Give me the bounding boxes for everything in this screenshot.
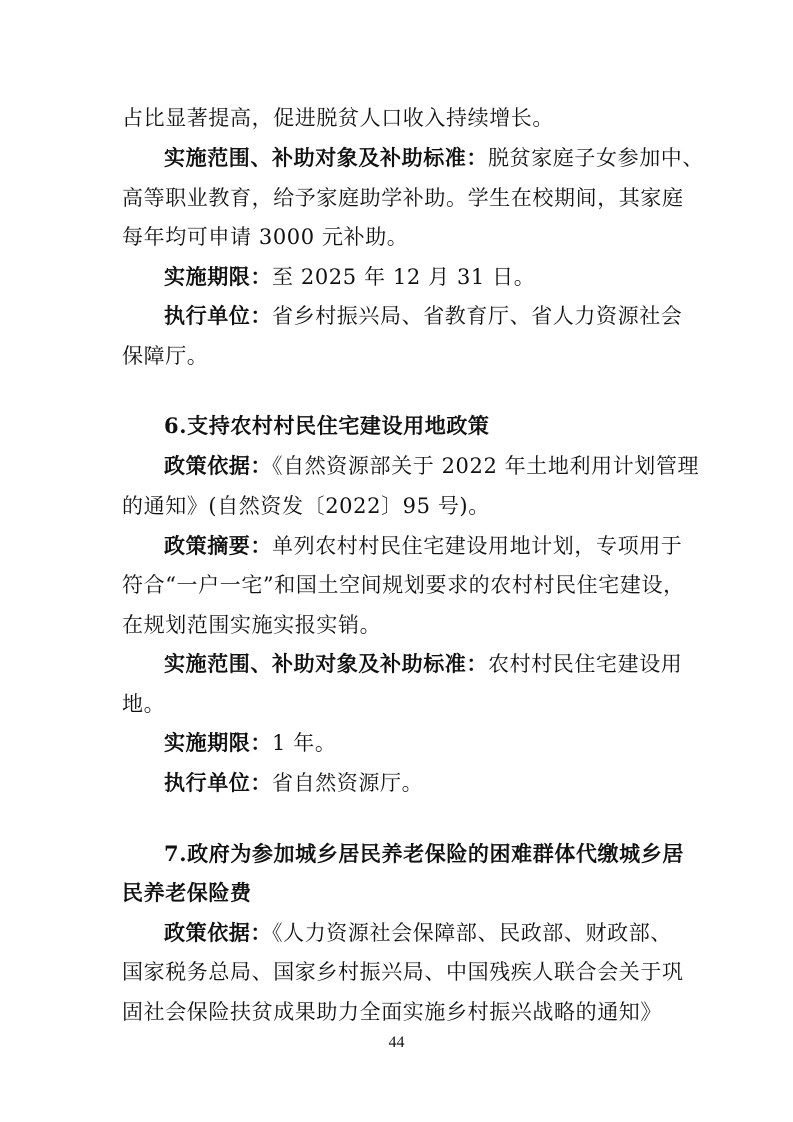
item7-basis-text: 固社会保险扶贫成果助力全面实施乡村振兴战略的通知》 [122,1000,662,1024]
item7-basis-label: 政策依据： [164,920,272,945]
item6-period-text: 1 年。 [272,731,337,755]
item6-unit-line [164,768,674,798]
item7-title-text: 民养老保险费 [122,880,252,905]
item5-unit-text: 省乡村振兴局、省教育厅、省人力资源社会 [272,304,683,328]
paragraph-line [122,103,674,133]
item5-scope-text: 高等职业教育，给予家庭助学补助。学生在校期间，其家庭 [122,186,684,210]
item5-period-label: 实施期限： [164,264,272,289]
item5-scope-line [122,222,674,252]
item5-unit-text: 保障厅。 [122,344,209,368]
item7-basis-line [164,918,674,948]
item6-basis-line [164,451,700,481]
item7-title [164,839,684,869]
item6-summary-label: 政策摘要： [164,533,272,558]
item5-scope-line [164,143,704,173]
item6-unit-label: 执行单位： [164,770,272,795]
item5-unit-line [164,301,683,331]
item6-summary-text: 符合“一户一宅”和国土空间规划要求的农村村民住宅建设， [122,573,685,597]
item6-summary-line [164,531,683,561]
item5-period-line [164,262,674,292]
item6-scope-line [122,689,674,719]
item6-unit-text: 省自然资源厅。 [272,771,424,795]
item6-summary-line [122,610,674,640]
item6-basis-label: 政策依据： [164,453,272,478]
item6-summary-line [122,570,685,600]
item7-title [122,878,674,908]
intro-tail-text: 占比显著提高，促进脱贫人口收入持续增长。 [122,106,554,130]
item5-scope-label: 实施范围、补助对象及补助标准： [164,145,488,170]
item5-unit-label: 执行单位： [164,303,272,328]
item6-basis-line [122,491,674,521]
item6-period-label: 实施期限： [164,730,272,755]
item6-summary-text: 单列农村村民住宅建设用地计划，专项用于 [272,534,683,558]
item6-period-line [164,728,674,758]
item5-scope-text: 每年均可申请 3000 元补助。 [122,225,409,249]
item6-scope-label: 实施范围、补助对象及补助标准： [164,651,488,676]
item6-basis-text: 《自然资源部关于 2022 年土地利用计划管理 [272,454,700,478]
item7-basis-line [122,997,674,1027]
item5-unit-line [122,341,674,371]
item6-title [164,411,674,441]
item6-scope-text: 地。 [122,692,166,716]
item6-scope-line [164,649,683,679]
item5-scope-line [122,183,684,213]
item6-title-text: 6.支持农村村民住宅建设用地政策 [164,413,490,438]
item7-basis-text: 《人力资源社会保障部、民政部、财政部、 [272,921,672,945]
item7-basis-text: 国家税务总局、国家乡村振兴局、中国残疾人联合会关于巩 [122,960,684,984]
item6-summary-text: 在规划范围实施实报实销。 [122,613,382,637]
item5-period-text: 至 2025 年 12 月 31 日。 [272,265,536,289]
item7-basis-line [122,957,684,987]
item6-basis-text: 的通知》(自然资发〔2022〕95 号)。 [122,494,490,518]
item5-scope-text: 脱贫家庭子女参加中、 [488,146,704,170]
page-number: 44 [388,1034,405,1051]
item7-title-text: 7.政府为参加城乡居民养老保险的困难群体代缴城乡居 [164,841,684,866]
item6-scope-text: 农村村民住宅建设用 [488,652,683,676]
